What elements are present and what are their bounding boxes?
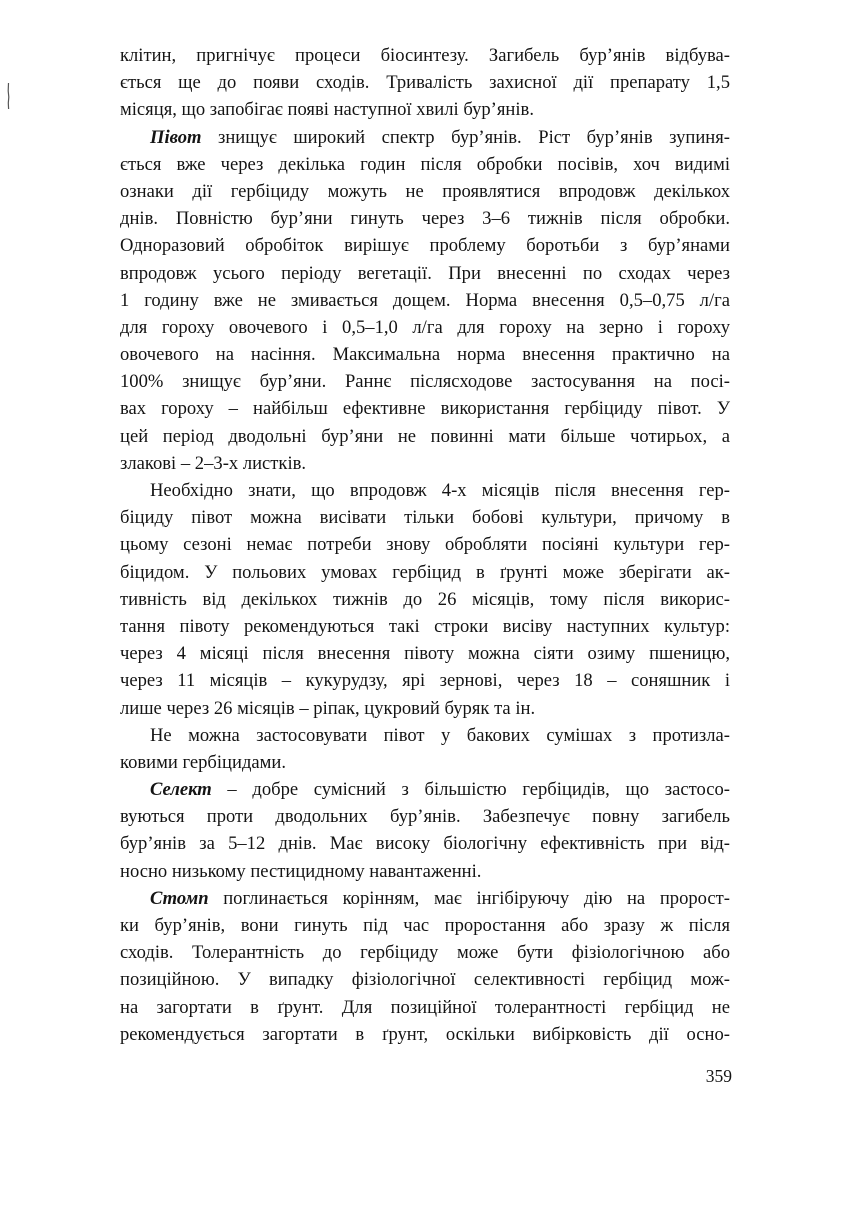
line-text: ознаки дії гербіциду можуть не проявлятися впродовж декількох	[120, 180, 730, 202]
text-line	[120, 314, 730, 341]
text-line	[120, 830, 730, 857]
line-text: позиційною. У випадку фізіологічної селективності гербіцид мож-	[120, 969, 730, 991]
line-text: через 4 місяці після внесення півоту можна сіяти озиму пшеницю,	[120, 643, 730, 665]
text-line	[120, 722, 730, 749]
text-line	[120, 966, 730, 993]
line-text: ковими гербіцидами.	[120, 751, 287, 773]
line-text: вуються проти дводольних бур’янів. Забезпечує повну загибель	[120, 806, 730, 828]
text-line	[120, 749, 730, 776]
line-text: сходів. Толерантність до гербіциду може бути фізіологічною або	[120, 942, 730, 964]
text-line	[120, 178, 730, 205]
text-line	[120, 42, 730, 69]
text-line	[120, 69, 730, 96]
line-text: ється вже через декілька годин після обробки посівів, хоч видимі	[120, 153, 730, 175]
line-text: ється ще до появи сходів. Тривалість захисної дії препарату 1,5	[120, 72, 730, 94]
text-line	[120, 1021, 730, 1048]
line-text: 1 годину вже не змивається дощем. Норма внесення 0,5–0,75 л/га	[120, 289, 730, 311]
text-line	[120, 260, 730, 287]
line-text: тивність від декількох тижнів до 26 місяців, тому після викорис-	[120, 588, 730, 610]
text-line	[120, 885, 730, 912]
product-name: Стомп	[150, 887, 209, 909]
line-text: днів. Повністю бур’яни гинуть через 3–6 тижнів після обробки.	[120, 208, 730, 230]
text-line	[120, 613, 730, 640]
text-line	[120, 640, 730, 667]
line-text: носно низькому пестицидному навантаженні.	[120, 860, 482, 882]
line-text: тання півоту рекомендуються такі строки висіву наступних культур:	[120, 615, 730, 637]
text-line	[120, 151, 730, 178]
text-line	[120, 395, 730, 422]
text-line	[120, 423, 730, 450]
text-line	[120, 205, 730, 232]
line-text: 100% знищує бур’яни. Раннє післясходове застосування на посі-	[120, 371, 730, 393]
line-text: рекомендується загортати в ґрунт, оскільки вибірковість дії осно-	[120, 1023, 730, 1045]
line-text: на загортати в ґрунт. Для позиційної толерантності гербіцид не	[120, 996, 730, 1018]
text-line	[120, 776, 730, 803]
text-line	[120, 368, 730, 395]
line-text: цей період дводольні бур’яни не повинні мати більше чотирьох, а	[120, 425, 730, 447]
text-line	[120, 232, 730, 259]
text-line	[120, 667, 730, 694]
line-text: бур’янів за 5–12 днів. Має високу біологічну ефективність при від-	[120, 833, 730, 855]
text-line	[120, 559, 730, 586]
line-text: Одноразовий обробіток вирішує проблему боротьби з бур’янами	[120, 235, 730, 257]
line-text: поглинається корінням, має інгібіруючу дію на пророст-	[208, 887, 730, 909]
line-text: вах гороху – найбільш ефективне використання гербіциду півот. У	[120, 398, 730, 420]
text-line	[120, 504, 730, 531]
product-name: Селект	[150, 779, 212, 801]
line-text: лише через 26 місяців – ріпак, цукровий буряк та ін.	[120, 697, 536, 719]
book-page-text	[120, 42, 730, 1048]
line-text: місяця, що запобігає появі наступної хвилі бур’янів.	[120, 99, 534, 121]
text-line	[120, 803, 730, 830]
line-text: овочевого на насіння. Максимальна норма внесення практично на	[120, 344, 730, 366]
line-text: Не можна застосовувати півот у бакових сумішах з протизла-	[150, 724, 730, 746]
text-line	[120, 124, 730, 151]
text-line	[120, 477, 730, 504]
text-line	[120, 96, 730, 123]
text-line	[120, 994, 730, 1021]
line-text: знищує широкий спектр бур’янів. Ріст бур’янів зупиня-	[201, 126, 730, 148]
line-text: впродовж усього періоду вегетації. При внесенні по сходах через	[120, 262, 730, 284]
product-name: Півот	[150, 126, 202, 148]
line-text: біцидом. У польових умовах гербіцид в ґрунті може зберігати ак-	[120, 561, 730, 583]
text-line	[120, 939, 730, 966]
line-text: через 11 місяців – кукурудзу, ярі зернові, через 18 – соняшник і	[120, 670, 730, 692]
text-line	[120, 450, 730, 477]
text-line	[120, 858, 730, 885]
line-text: злакові – 2–3-х листків.	[120, 452, 307, 474]
page-number: 359	[705, 1066, 732, 1086]
text-line	[120, 341, 730, 368]
line-text: ки бур’янів, вони гинуть під час проростання або зразу ж після	[120, 915, 730, 936]
text-line	[120, 912, 730, 939]
text-line	[120, 586, 730, 613]
line-text: клітин, пригнічує процеси біосинтезу. Загибель бур’янів відбува-	[120, 45, 730, 66]
line-text: для гороху овочевого і 0,5–1,0 л/га для гороху на зерно і гороху	[120, 316, 730, 338]
margin-pencil-mark	[7, 83, 10, 109]
line-text: – добре сумісний з більшістю гербіцидів, що застосо-	[211, 779, 730, 801]
line-text: цьому сезоні немає потреби знову обробляти посіяні культури гер-	[120, 534, 730, 556]
line-text: Необхідно знати, що впродовж 4-х місяців після внесення гер-	[150, 480, 730, 501]
line-text: біциду півот можна висівати тільки бобові культури, причому в	[120, 507, 730, 529]
text-line	[120, 531, 730, 558]
text-line	[120, 695, 730, 722]
text-line	[120, 287, 730, 314]
